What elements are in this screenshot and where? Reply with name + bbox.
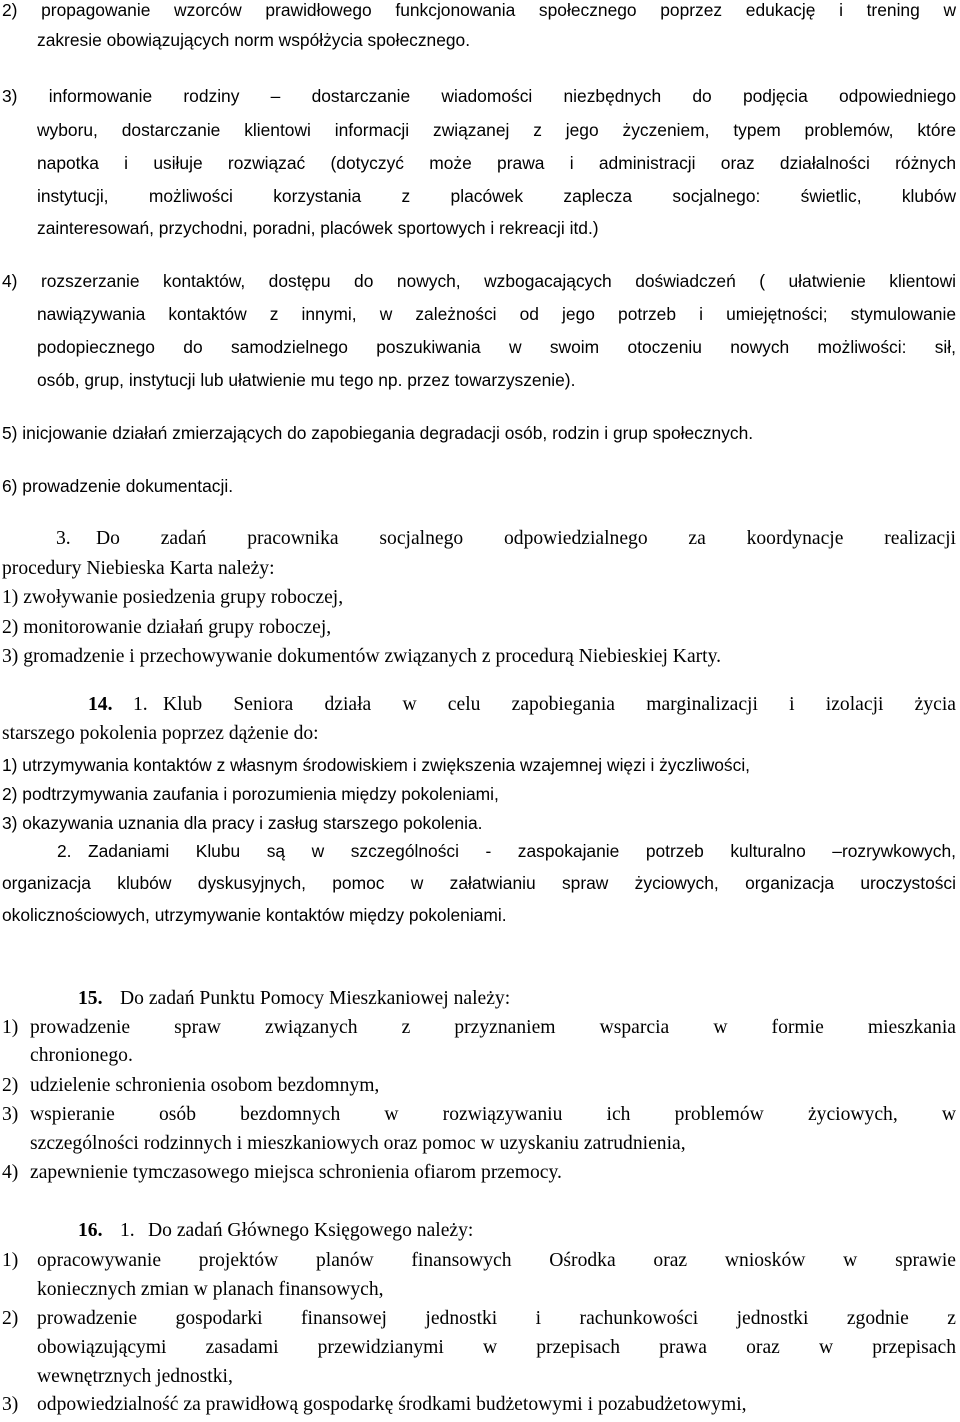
- section-14-sub-2: 2.: [57, 841, 72, 861]
- item-4-line-2: nawiązywania kontaktów z innymi, w zależności od jego potrzeb i umiejętności; stymulowanie: [37, 304, 956, 324]
- section-16-sub-1: 1.: [120, 1220, 135, 1241]
- section-16-item-2-line-2: obowiązującymi zasadami przewidzianymi w przepisach prawa oraz w przepisach: [37, 1337, 956, 1358]
- section-15-item-3-line-1: wspieranie osób bezdomnych w rozwiązywaniu ich problemów życiowych, w: [30, 1104, 956, 1125]
- section-16-item-3-number: 3): [2, 1394, 19, 1415]
- section-14-p2-line-2: organizacja klubów dyskusyjnych, pomoc w załatwianiu spraw życiowych, organizacja uroczystości: [2, 873, 956, 893]
- section-14-line-1: Klub Seniora działa w celu zapobiegania marginalizacji i izolacji życia: [163, 694, 956, 715]
- section-16-item-1-number: 1): [2, 1250, 19, 1271]
- section-15-heading: Do zadań Punktu Pomocy Mieszkaniowej należy:: [120, 988, 511, 1009]
- section-16-item-1-line-2: koniecznych zmian w planach finansowych,: [37, 1279, 384, 1300]
- item-3-line-1: 3) informowanie rodziny – dostarczanie wiadomości niezbędnych do podjęcia odpowiedniego: [2, 86, 956, 106]
- section-15-item-3-number: 3): [2, 1104, 19, 1125]
- item-2-line-1: 2) propagowanie wzorców prawidłowego funkcjonowania społecznego poprzez edukację i trening w: [2, 0, 956, 20]
- item-3-line-3: napotka i usiłuje rozwiązać (dotyczyć może prawa i administracji oraz działalności różnych: [37, 153, 956, 173]
- section-3-line-2: procedury Niebieska Karta należy:: [2, 558, 275, 579]
- item-4-line-1: 4) rozszerzanie kontaktów, dostępu do nowych, wzbogacających doświadczeń ( ułatwienie klientowi: [2, 271, 956, 291]
- section-15-item-2-line-1: udzielenie schronienia osobom bezdomnym,: [30, 1075, 380, 1096]
- section-16-number: 16.: [78, 1220, 103, 1241]
- section-16-item-2-line-1: prowadzenie gospodarki finansowej jednostki i rachunkowości jednostki zgodnie z: [37, 1308, 956, 1329]
- section-14-line-2: starszego pokolenia poprzez dążenie do:: [2, 723, 319, 744]
- section-3-number: 3.: [56, 528, 71, 549]
- item-6: 6) prowadzenie dokumentacji.: [2, 476, 234, 496]
- item-2-line-2: zakresie obowiązujących norm współżycia społecznego.: [37, 30, 471, 50]
- section-3-item-1: 1) zwoływanie posiedzenia grupy roboczej,: [2, 587, 344, 608]
- section-14-sub-1: 1.: [133, 694, 148, 715]
- section-15-number: 15.: [78, 988, 103, 1009]
- section-15-item-4-number: 4): [2, 1162, 19, 1183]
- section-16-heading: Do zadań Głównego Księgowego należy:: [148, 1220, 474, 1241]
- section-15-item-1-line-1: prowadzenie spraw związanych z przyznaniem wsparcia w formie mieszkania: [30, 1017, 956, 1038]
- section-14-number: 14.: [88, 694, 113, 715]
- item-3-line-2: wyboru, dostarczanie klientowi informacji związanej z jego życzeniem, typem problemów, które: [37, 120, 956, 140]
- item-4-line-3: podopiecznego do samodzielnego poszukiwania w swoim otoczeniu nowych możliwości: sił,: [37, 337, 956, 357]
- item-4-line-4: osób, grup, instytucji lub ułatwienie mu tego np. przez towarzyszenie).: [37, 370, 576, 390]
- item-5: 5) inicjowanie działań zmierzających do zapobiegania degradacji osób, rodzin i grup społecznych.: [2, 423, 754, 443]
- section-14-item-3: 3) okazywania uznania dla pracy i zasług starszego pokolenia.: [2, 813, 483, 833]
- section-15-item-1-line-2: chronionego.: [30, 1045, 133, 1066]
- section-15-item-4-line-1: zapewnienie tymczasowego miejsca schronienia ofiarom przemocy.: [30, 1162, 562, 1183]
- section-16-item-2-number: 2): [2, 1308, 19, 1329]
- section-3-item-2: 2) monitorowanie działań grupy roboczej,: [2, 617, 332, 638]
- item-3-line-5: zainteresowań, przychodni, poradni, placówek sportowych i rekreacji itd.): [37, 218, 599, 238]
- section-3-item-3: 3) gromadzenie i przechowywanie dokumentów związanych z procedurą Niebieskiej Karty.: [2, 646, 722, 667]
- section-16-item-1-line-1: opracowywanie projektów planów finansowych Ośrodka oraz wniosków w sprawie: [37, 1250, 956, 1271]
- section-16-item-2-line-3: wewnętrznych jednostki,: [37, 1366, 233, 1387]
- section-3-line-1: Do zadań pracownika socjalnego odpowiedzialnego za koordynacje realizacji: [96, 528, 956, 549]
- section-15-item-2-number: 2): [2, 1075, 19, 1096]
- section-14-item-1: 1) utrzymywania kontaktów z własnym środowiskiem i zwiększenia wzajemnej więzi i życzliwości,: [2, 755, 751, 775]
- section-15-item-3-line-2: szczególności rodzinnych i mieszkaniowych oraz pomoc w uzyskaniu zatrudnienia,: [30, 1133, 686, 1154]
- section-16-item-3-line-1: odpowiedzialność za prawidłową gospodarkę środkami budżetowymi i pozabudżetowymi,: [37, 1394, 747, 1415]
- section-14-p2-line-3: okolicznościowych, utrzymywanie kontaktów między pokoleniami.: [2, 905, 507, 925]
- section-14-p2-line-1: Zadaniami Klubu są w szczególności - zaspokajanie potrzeb kulturalno –rozrywkowych,: [88, 841, 956, 861]
- section-14-item-2: 2) podtrzymywania zaufania i porozumienia między pokoleniami,: [2, 784, 499, 804]
- item-3-line-4: instytucji, możliwości korzystania z placówek zaplecza socjalnego: świetlic, klubów: [37, 186, 956, 206]
- section-15-item-1-number: 1): [2, 1017, 19, 1038]
